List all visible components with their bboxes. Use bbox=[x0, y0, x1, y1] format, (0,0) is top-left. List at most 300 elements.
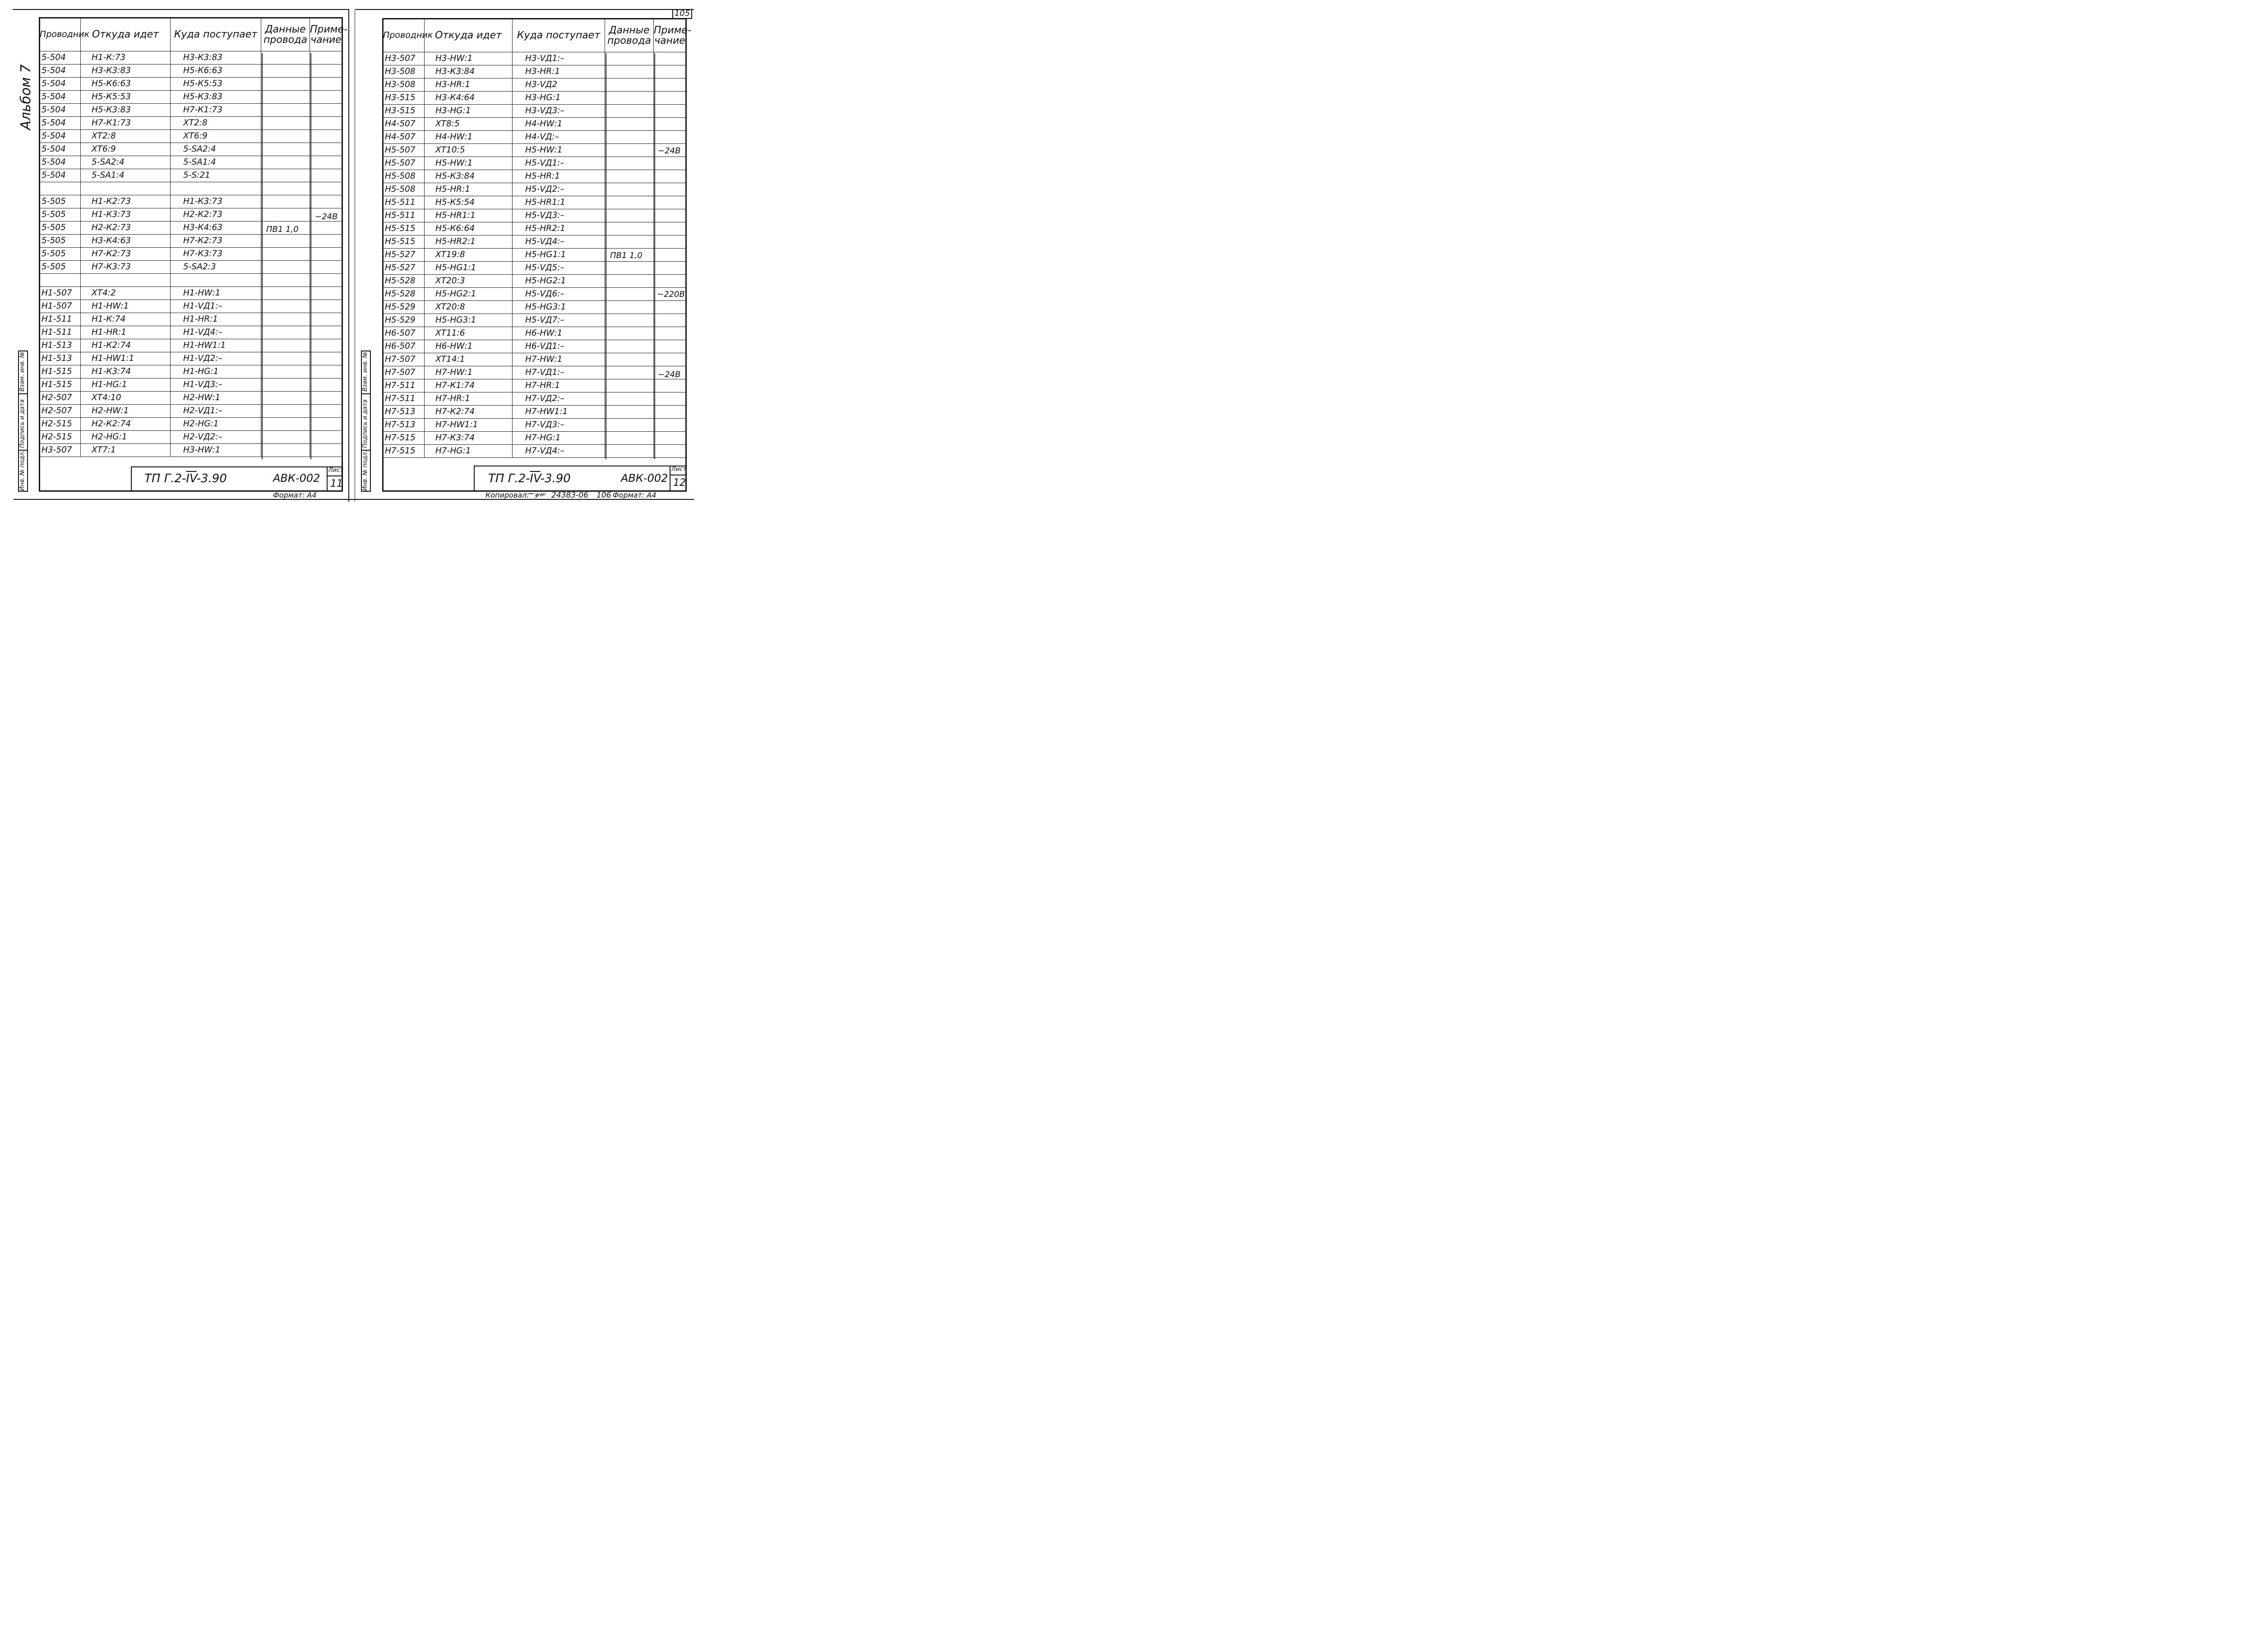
wire-data-cell bbox=[605, 262, 654, 275]
note-cell bbox=[310, 182, 342, 195]
wire-data-cell bbox=[605, 301, 654, 314]
to-cell: Н7-VД3:– bbox=[513, 419, 605, 432]
from-cell: Н1-НW:1 bbox=[81, 300, 171, 313]
note-cell bbox=[654, 445, 686, 458]
right-voltage-note-2: ~220В bbox=[657, 290, 685, 299]
to-cell: Н5-НG3:1 bbox=[513, 301, 605, 314]
wire-data-cell bbox=[261, 339, 310, 352]
to-cell: Н3-К4:63 bbox=[171, 221, 261, 235]
note-cell bbox=[654, 301, 686, 314]
wire-data-cell bbox=[605, 340, 654, 353]
table-row bbox=[383, 314, 686, 327]
table-row bbox=[40, 169, 342, 182]
wire-data-cell bbox=[261, 156, 310, 169]
from-cell bbox=[81, 274, 171, 287]
left-wire-note: ПВ1 1,0 bbox=[266, 225, 299, 234]
to-cell bbox=[171, 182, 261, 195]
wire-data-cell bbox=[261, 352, 310, 365]
conductor-cell: Н4-507 bbox=[383, 118, 425, 131]
table-row bbox=[40, 300, 342, 313]
col-from: Откуда идет bbox=[81, 18, 171, 51]
table-row bbox=[383, 209, 686, 222]
conductor-cell: 5-505 bbox=[40, 261, 81, 274]
from-cell: Н2-НW:1 bbox=[81, 405, 171, 418]
page-number-box bbox=[672, 9, 692, 19]
from-cell: ХТ10:5 bbox=[425, 144, 513, 157]
table-row bbox=[40, 51, 342, 65]
right-voltage-note-3: ~24В bbox=[658, 370, 681, 379]
note-cell bbox=[654, 52, 686, 65]
conductor-cell: Н2-507 bbox=[40, 405, 81, 418]
col-note: Приме- чание bbox=[310, 18, 342, 51]
col-conductor: Проводник bbox=[40, 18, 81, 51]
right-side-label-replace: Взам. инв. № bbox=[362, 351, 369, 392]
from-cell: ХТ2:8 bbox=[81, 130, 171, 143]
note-cell bbox=[654, 118, 686, 131]
wire-data-cell bbox=[605, 144, 654, 157]
to-cell: 5-SA2:4 bbox=[171, 143, 261, 156]
right-table-header bbox=[383, 19, 686, 52]
wire-data-cell bbox=[261, 235, 310, 248]
from-cell: ХТ8:5 bbox=[425, 118, 513, 131]
from-cell: Н2-К2:73 bbox=[81, 221, 171, 235]
note-cell bbox=[310, 117, 342, 130]
to-cell: ХТ6:9 bbox=[171, 130, 261, 143]
wire-data-cell bbox=[605, 131, 654, 144]
conductor-cell: Н4-507 bbox=[383, 131, 425, 144]
conductor-cell: Н7-507 bbox=[383, 353, 425, 366]
note-cell bbox=[310, 91, 342, 104]
table-row bbox=[383, 196, 686, 209]
from-cell: 5-SA1:4 bbox=[81, 169, 171, 182]
note-cell bbox=[310, 431, 342, 444]
left-table-header bbox=[40, 18, 342, 51]
conductor-cell: 5-504 bbox=[40, 51, 81, 65]
to-cell: Н2-НW:1 bbox=[171, 392, 261, 405]
from-cell: ХТ11:6 bbox=[425, 327, 513, 340]
to-cell: Н3-VД1:– bbox=[513, 52, 605, 65]
conductor-cell: 5-504 bbox=[40, 143, 81, 156]
conductor-cell: Н1-513 bbox=[40, 352, 81, 365]
wire-data-cell bbox=[261, 313, 310, 326]
right-side-label-sign: Подпись и дата bbox=[362, 399, 369, 448]
to-cell: Н5-НG1:1 bbox=[513, 249, 605, 262]
to-cell: Н1-VД3:– bbox=[171, 378, 261, 392]
conductor-cell: Н5-529 bbox=[383, 314, 425, 327]
wire-data-cell bbox=[605, 118, 654, 131]
from-cell: Н7-К1:74 bbox=[425, 379, 513, 392]
left-side-stamp-line-1 bbox=[18, 393, 28, 394]
table-row bbox=[40, 313, 342, 326]
table-row bbox=[383, 157, 686, 170]
conductor-cell: Н3-508 bbox=[383, 65, 425, 78]
conductor-cell: Н2-515 bbox=[40, 431, 81, 444]
wire-data-cell bbox=[605, 366, 654, 379]
table-row bbox=[383, 144, 686, 157]
table-row bbox=[383, 131, 686, 144]
to-cell: Н6-VД1:– bbox=[513, 340, 605, 353]
to-cell: Н7-К3:73 bbox=[171, 248, 261, 261]
from-cell: Н1-К2:74 bbox=[81, 339, 171, 352]
table-row bbox=[383, 406, 686, 419]
table-row bbox=[40, 143, 342, 156]
to-cell: 5-SA1:4 bbox=[171, 156, 261, 169]
wire-data-cell bbox=[605, 275, 654, 288]
conductor-cell: 5-504 bbox=[40, 78, 81, 91]
note-cell bbox=[654, 209, 686, 222]
left-format: Формат: А4 bbox=[273, 491, 317, 499]
from-cell: Н5-К3:83 bbox=[81, 104, 171, 117]
note-cell bbox=[310, 352, 342, 365]
to-cell: Н1-НW:1 bbox=[171, 287, 261, 300]
sheet-divider-left bbox=[348, 9, 349, 502]
table-row bbox=[40, 208, 342, 221]
wire-data-cell bbox=[605, 52, 654, 65]
conductor-cell: Н5-507 bbox=[383, 144, 425, 157]
table-row bbox=[40, 392, 342, 405]
note-cell bbox=[310, 65, 342, 78]
to-cell: Н4-VД:– bbox=[513, 131, 605, 144]
conductor-cell: Н7-513 bbox=[383, 406, 425, 419]
from-cell: Н1-НW1:1 bbox=[81, 352, 171, 365]
note-cell bbox=[310, 143, 342, 156]
to-cell: Н5-НR1:1 bbox=[513, 196, 605, 209]
from-cell: Н7-НW1:1 bbox=[425, 419, 513, 432]
table-row bbox=[383, 118, 686, 131]
col-note: Приме- чание bbox=[654, 19, 686, 52]
left-side-label-sign: Подпись и дата bbox=[19, 399, 26, 448]
to-cell: Н4-НW:1 bbox=[513, 118, 605, 131]
note-cell bbox=[654, 275, 686, 288]
to-cell: Н7-НW1:1 bbox=[513, 406, 605, 419]
from-cell: Н5-НW:1 bbox=[425, 157, 513, 170]
wire-data-cell bbox=[605, 105, 654, 118]
table-row bbox=[40, 405, 342, 418]
bottom-border bbox=[14, 499, 694, 500]
from-cell: Н6-НW:1 bbox=[425, 340, 513, 353]
conductor-cell: Н5-507 bbox=[383, 157, 425, 170]
wire-data-cell bbox=[605, 327, 654, 340]
wire-data-cell bbox=[605, 288, 654, 301]
table-row bbox=[383, 340, 686, 353]
wire-data-cell bbox=[605, 65, 654, 78]
from-cell: ХТ6:9 bbox=[81, 143, 171, 156]
right-side-stamp-line-1 bbox=[361, 393, 371, 394]
note-cell bbox=[654, 105, 686, 118]
wire-data-cell bbox=[605, 222, 654, 235]
from-cell: Н7-НG:1 bbox=[425, 445, 513, 458]
note-cell bbox=[654, 196, 686, 209]
table-row bbox=[383, 288, 686, 301]
table-row bbox=[383, 379, 686, 392]
from-cell: ХТ14:1 bbox=[425, 353, 513, 366]
table-row bbox=[383, 327, 686, 340]
right-wire-note: ПВ1 1,0 bbox=[610, 251, 643, 260]
to-cell: Н5-VД1:– bbox=[513, 157, 605, 170]
to-cell: Н2-VД1:– bbox=[171, 405, 261, 418]
conductor-cell: Н5-527 bbox=[383, 249, 425, 262]
from-cell: 5-SA2:4 bbox=[81, 156, 171, 169]
conductor-cell: Н3-507 bbox=[383, 52, 425, 65]
wire-data-cell bbox=[605, 157, 654, 170]
to-cell: Н1-VД2:– bbox=[171, 352, 261, 365]
from-cell: Н5-НR1:1 bbox=[425, 209, 513, 222]
wire-data-cell bbox=[605, 419, 654, 432]
from-cell: ХТ7:1 bbox=[81, 444, 171, 457]
left-voltage-note: ~24В bbox=[315, 212, 338, 221]
conductor-cell: 5-504 bbox=[40, 91, 81, 104]
left-side-label-inv: Инв. № подл. bbox=[19, 450, 26, 491]
table-row bbox=[40, 444, 342, 457]
conductor-cell: Н1-515 bbox=[40, 365, 81, 378]
to-cell: Н5-К3:83 bbox=[171, 91, 261, 104]
table-row bbox=[40, 91, 342, 104]
table-row bbox=[40, 235, 342, 248]
note-cell bbox=[654, 170, 686, 183]
conductor-cell: Н5-528 bbox=[383, 288, 425, 301]
table-row bbox=[383, 419, 686, 432]
table-row bbox=[383, 170, 686, 183]
conductor-cell: Н5-515 bbox=[383, 222, 425, 235]
note-cell bbox=[310, 287, 342, 300]
to-cell: Н1-VД4:– bbox=[171, 326, 261, 339]
from-cell: Н3-К4:63 bbox=[81, 235, 171, 248]
conductor-cell: Н3-507 bbox=[40, 444, 81, 457]
note-cell bbox=[654, 235, 686, 249]
wire-data-cell bbox=[261, 130, 310, 143]
note-cell bbox=[654, 379, 686, 392]
note-cell bbox=[310, 195, 342, 208]
to-cell: Н5-VД4:– bbox=[513, 235, 605, 249]
from-cell: Н1-К3:74 bbox=[81, 365, 171, 378]
conductor-cell: Н3-515 bbox=[383, 105, 425, 118]
to-cell: Н3-К3:83 bbox=[171, 51, 261, 65]
left-note-brace bbox=[310, 53, 311, 459]
table-row bbox=[40, 182, 342, 195]
table-row bbox=[383, 222, 686, 235]
wire-data-cell bbox=[261, 392, 310, 405]
right-side-label-inv: Инв. № подл. bbox=[362, 450, 369, 491]
note-cell bbox=[310, 418, 342, 431]
conductor-cell: Н7-507 bbox=[383, 366, 425, 379]
wire-data-cell bbox=[261, 378, 310, 392]
from-cell: Н7-НR:1 bbox=[425, 392, 513, 406]
conductor-cell: 5-504 bbox=[40, 130, 81, 143]
to-cell: Н2-К2:73 bbox=[171, 208, 261, 221]
conductor-cell: 5-505 bbox=[40, 248, 81, 261]
note-cell bbox=[654, 65, 686, 78]
wire-data-cell bbox=[261, 287, 310, 300]
conductor-cell: Н5-511 bbox=[383, 196, 425, 209]
from-cell: Н5-К6:64 bbox=[425, 222, 513, 235]
note-cell bbox=[310, 405, 342, 418]
to-cell: Н5-НR2:1 bbox=[513, 222, 605, 235]
table-row bbox=[40, 378, 342, 392]
note-cell bbox=[654, 157, 686, 170]
conductor-cell: 5-505 bbox=[40, 235, 81, 248]
note-cell bbox=[310, 378, 342, 392]
wire-data-cell bbox=[605, 314, 654, 327]
left-doc-code: ТП $Г.2-\overline{IV}-3.90$ bbox=[144, 472, 227, 485]
note-cell bbox=[654, 327, 686, 340]
conductor-cell: Н5-508 bbox=[383, 170, 425, 183]
to-cell: Н1-НR:1 bbox=[171, 313, 261, 326]
right-doc-code: ТП $Г.2-\overline{IV}-3.90$ bbox=[488, 472, 571, 485]
wire-data-cell bbox=[261, 274, 310, 287]
table-row bbox=[383, 78, 686, 92]
to-cell: Н7-VД4:– bbox=[513, 445, 605, 458]
from-cell: Н5-К6:63 bbox=[81, 78, 171, 91]
note-cell bbox=[310, 248, 342, 261]
to-cell: Н5-VД3:– bbox=[513, 209, 605, 222]
left-sheet-label: Лист bbox=[328, 467, 343, 474]
table-row bbox=[383, 353, 686, 366]
from-cell: Н7-НW:1 bbox=[425, 366, 513, 379]
right-archive-sheet: 106 bbox=[596, 491, 611, 500]
table-row bbox=[40, 104, 342, 117]
from-cell: Н7-К2:74 bbox=[425, 406, 513, 419]
wire-data-cell bbox=[605, 196, 654, 209]
conductor-cell: 5-504 bbox=[40, 65, 81, 78]
table-row bbox=[40, 130, 342, 143]
table-row bbox=[40, 156, 342, 169]
note-cell bbox=[310, 444, 342, 457]
from-cell: Н3-К3:84 bbox=[425, 65, 513, 78]
to-cell: Н3-НG:1 bbox=[513, 92, 605, 105]
to-cell: Н5-НG2:1 bbox=[513, 275, 605, 288]
wire-data-cell bbox=[605, 92, 654, 105]
to-cell: Н5-НW:1 bbox=[513, 144, 605, 157]
to-cell: Н7-НW:1 bbox=[513, 353, 605, 366]
from-cell: Н7-К3:74 bbox=[425, 432, 513, 445]
right-archive-number: 24383-06 bbox=[551, 491, 588, 500]
right-voltage-note-1: ~24В bbox=[658, 146, 681, 156]
wire-data-cell bbox=[605, 432, 654, 445]
note-cell bbox=[310, 104, 342, 117]
table-row bbox=[40, 365, 342, 378]
table-row bbox=[383, 445, 686, 458]
to-cell: ХТ2:8 bbox=[171, 117, 261, 130]
conductor-cell: Н7-513 bbox=[383, 419, 425, 432]
note-cell bbox=[310, 339, 342, 352]
note-cell bbox=[654, 262, 686, 275]
table-row bbox=[383, 301, 686, 314]
left-side-label-replace: Взам. инв. № bbox=[19, 351, 26, 392]
to-cell: Н1-VД1:– bbox=[171, 300, 261, 313]
note-cell bbox=[654, 222, 686, 235]
conductor-cell: Н1-515 bbox=[40, 378, 81, 392]
to-cell: 5-S:21 bbox=[171, 169, 261, 182]
conductor-cell: Н2-515 bbox=[40, 418, 81, 431]
note-cell bbox=[310, 51, 342, 65]
from-cell: Н7-К1:73 bbox=[81, 117, 171, 130]
col-conductor: Проводник bbox=[383, 19, 425, 52]
note-cell bbox=[654, 131, 686, 144]
right-sheet-number: 12 bbox=[673, 477, 686, 489]
conductor-cell: Н6-507 bbox=[383, 327, 425, 340]
note-cell bbox=[310, 221, 342, 235]
note-cell bbox=[310, 156, 342, 169]
to-cell: Н7-К2:73 bbox=[171, 235, 261, 248]
top-border-right bbox=[356, 9, 694, 10]
conductor-cell: Н3-515 bbox=[383, 92, 425, 105]
to-cell: Н7-НG:1 bbox=[513, 432, 605, 445]
conductor-cell: Н7-511 bbox=[383, 392, 425, 406]
table-row bbox=[40, 326, 342, 339]
from-cell: ХТ20:3 bbox=[425, 275, 513, 288]
from-cell: Н3-НR:1 bbox=[425, 78, 513, 92]
wire-data-cell bbox=[261, 143, 310, 156]
from-cell: ХТ4:2 bbox=[81, 287, 171, 300]
wire-data-cell bbox=[605, 170, 654, 183]
wire-data-cell bbox=[261, 365, 310, 378]
table-row bbox=[40, 418, 342, 431]
from-cell: Н5-К5:54 bbox=[425, 196, 513, 209]
from-cell: Н1-НG:1 bbox=[81, 378, 171, 392]
to-cell: Н1-НG:1 bbox=[171, 365, 261, 378]
to-cell: Н7-VД2:– bbox=[513, 392, 605, 406]
conductor-cell: 5-504 bbox=[40, 104, 81, 117]
note-cell bbox=[654, 340, 686, 353]
to-cell: Н5-К6:63 bbox=[171, 65, 261, 78]
from-cell: Н3-НW:1 bbox=[425, 52, 513, 65]
conductor-cell: Н1-507 bbox=[40, 287, 81, 300]
to-cell: Н7-VД1:– bbox=[513, 366, 605, 379]
right-format: Формат: А4 bbox=[613, 491, 656, 499]
conductor-cell: Н1-511 bbox=[40, 326, 81, 339]
conductor-cell: 5-504 bbox=[40, 156, 81, 169]
wire-data-cell bbox=[261, 117, 310, 130]
table-row bbox=[40, 195, 342, 208]
col-to: Куда поступает bbox=[171, 18, 261, 51]
from-cell: Н5-К5:53 bbox=[81, 91, 171, 104]
table-row bbox=[383, 235, 686, 249]
right-doc-id: АВК-002 bbox=[621, 472, 668, 485]
from-cell: Н3-НG:1 bbox=[425, 105, 513, 118]
right-copied-label: Копировал: bbox=[485, 491, 529, 499]
copier-signature-icon: ~𝓎𝓌 bbox=[528, 489, 546, 498]
to-cell bbox=[171, 274, 261, 287]
left-wiring-table bbox=[39, 18, 347, 457]
wire-data-cell bbox=[261, 248, 310, 261]
note-cell bbox=[310, 313, 342, 326]
page-number: 105 bbox=[674, 9, 690, 18]
right-sheet-label: Лист bbox=[671, 466, 686, 473]
from-cell: Н5-НG1:1 bbox=[425, 262, 513, 275]
to-cell: Н2-VД2:– bbox=[171, 431, 261, 444]
table-row bbox=[40, 78, 342, 91]
from-cell: ХТ20:8 bbox=[425, 301, 513, 314]
to-cell: Н1-К3:73 bbox=[171, 195, 261, 208]
note-cell bbox=[310, 274, 342, 287]
conductor-cell: 5-505 bbox=[40, 208, 81, 221]
wire-data-cell bbox=[605, 445, 654, 458]
from-cell: Н3-К4:64 bbox=[425, 92, 513, 105]
to-cell: Н2-НG:1 bbox=[171, 418, 261, 431]
wire-data-cell bbox=[261, 208, 310, 221]
table-row bbox=[383, 366, 686, 379]
from-cell: Н5-НG3:1 bbox=[425, 314, 513, 327]
wire-data-cell bbox=[605, 235, 654, 249]
to-cell: Н7-НR:1 bbox=[513, 379, 605, 392]
conductor-cell: 5-504 bbox=[40, 169, 81, 182]
conductor-cell: Н5-528 bbox=[383, 275, 425, 288]
conductor-cell: Н1-513 bbox=[40, 339, 81, 352]
note-cell bbox=[310, 235, 342, 248]
note-cell bbox=[654, 78, 686, 92]
from-cell: Н5-НR2:1 bbox=[425, 235, 513, 249]
left-sheet-number: 11 bbox=[330, 478, 343, 489]
